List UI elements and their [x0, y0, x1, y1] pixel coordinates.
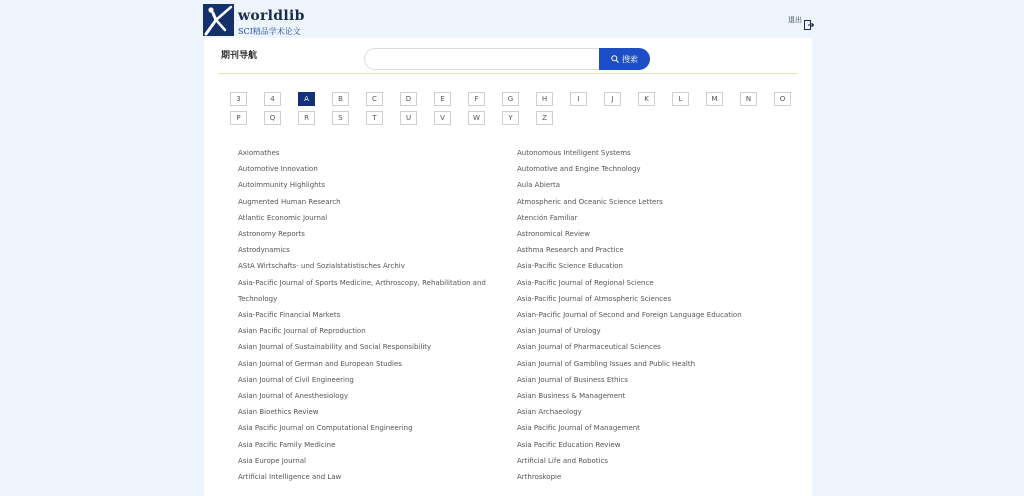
letter-j-button[interactable]: J — [604, 92, 621, 106]
letter-y-button[interactable]: Y — [502, 111, 519, 125]
journal-link[interactable]: Asia-Pacific Journal of Sports Medicine, Arthroscopy, Rehabilitation and — [238, 278, 486, 287]
journal-link[interactable]: Autonomous Intelligent Systems — [517, 149, 631, 157]
journal-link[interactable]: Asian Journal of Business Ethics — [517, 375, 628, 384]
journal-link[interactable]: Asian Archaeology — [517, 408, 582, 417]
letter-u-button[interactable]: U — [400, 111, 417, 125]
journal-link[interactable]: Asia-Pacific Science Education — [517, 262, 623, 271]
journal-link[interactable]: Astrodynamics — [238, 246, 290, 255]
journal-link[interactable]: Asia Europe Journal — [238, 456, 306, 465]
journal-link[interactable]: Atlantic Economic Journal — [238, 213, 328, 222]
journal-link[interactable]: Asian Pacific Journal of Reproduction — [238, 327, 366, 336]
journal-link[interactable]: Arthroskopie — [517, 473, 562, 481]
journal-link[interactable]: Asian Journal of Gambling Issues and Public Health — [517, 359, 696, 368]
journal-link[interactable]: Axiomathes — [238, 149, 280, 157]
journal-link[interactable]: Atención Familiar — [517, 213, 578, 222]
search-button[interactable] — [599, 48, 650, 70]
journal-link[interactable]: Aula Abierta — [517, 181, 561, 190]
journal-link[interactable]: Asian Business & Management — [517, 392, 626, 400]
journal-link[interactable]: Atmospheric and Oceanic Science Letters — [517, 197, 663, 206]
site-header — [0, 0, 1024, 38]
letter-o-button[interactable]: O — [774, 92, 791, 106]
journal-link[interactable]: Asia-Pacific Journal of Atmospheric Sciences — [517, 294, 672, 303]
letter-h-button[interactable]: H — [536, 92, 553, 106]
letter-z-button[interactable]: Z — [536, 111, 553, 125]
journal-link[interactable]: Asian-Pacific Journal of Second and Foreign Language Education — [517, 311, 742, 319]
logo-mark-icon — [203, 4, 234, 36]
journal-link[interactable]: Asia Pacific Journal of Management — [517, 424, 640, 433]
letter-i-button[interactable]: I — [570, 92, 587, 106]
journal-link[interactable]: Asia-Pacific Journal of Regional Science — [517, 278, 654, 287]
letter-p-button[interactable]: P — [230, 111, 247, 125]
journal-link[interactable]: Asian Journal of Civil Engineering — [238, 375, 354, 384]
letter-d-button[interactable]: D — [400, 92, 417, 106]
letter-4-button[interactable]: 4 — [264, 92, 281, 106]
search-icon — [611, 55, 619, 63]
logout-label: 退出 — [788, 16, 802, 24]
journal-link[interactable]: Asia Pacific Journal on Computational Engineering — [238, 424, 413, 433]
letter-filter — [230, 92, 800, 132]
letter-l-button[interactable]: L — [672, 92, 689, 106]
journal-link[interactable]: Automotive and Engine Technology — [517, 165, 641, 174]
search-input[interactable] — [364, 48, 600, 70]
letter-v-button[interactable]: V — [434, 111, 451, 125]
letter-w-button[interactable]: W — [468, 111, 485, 125]
journal-link[interactable]: Asia Pacific Education Review — [517, 440, 621, 449]
logout-icon — [804, 15, 814, 34]
letter-a-button[interactable]: A — [298, 92, 315, 106]
journal-link[interactable]: Asian Journal of Sustainability and Social Responsibility — [238, 343, 432, 352]
logout-button[interactable] — [788, 14, 814, 26]
letter-m-button[interactable]: M — [706, 92, 723, 106]
journal-link[interactable]: Asia-Pacific Financial Markets — [238, 311, 341, 319]
letter-k-button[interactable]: K — [638, 92, 655, 106]
letter-t-button[interactable]: T — [366, 111, 383, 125]
letter-b-button[interactable]: B — [332, 92, 349, 106]
journal-link[interactable]: Astronomy Reports — [238, 230, 305, 238]
letter-n-button[interactable]: N — [740, 92, 757, 106]
journal-link[interactable]: Asian Bioethics Review — [238, 408, 319, 417]
journal-panel — [204, 38, 812, 496]
letter-c-button[interactable]: C — [366, 92, 383, 106]
journal-link[interactable]: Autoimmunity Highlights — [238, 181, 326, 190]
journal-link[interactable]: Technology — [238, 294, 278, 303]
logo-name: worldlib — [238, 8, 305, 24]
letter-3-button[interactable]: 3 — [230, 92, 247, 106]
journal-link[interactable]: Artificial Intelligence and Law — [238, 473, 342, 481]
journal-link[interactable]: Asian Journal of Anesthesiology — [238, 392, 349, 400]
journal-link[interactable]: Augmented Human Research — [238, 197, 341, 206]
letter-g-button[interactable]: G — [502, 92, 519, 106]
journal-link[interactable]: Artificial Life and Robotics — [517, 456, 608, 465]
letter-s-button[interactable]: S — [332, 111, 349, 125]
letter-f-button[interactable]: F — [468, 92, 485, 106]
journal-link[interactable]: Asthma Research and Practice — [517, 246, 624, 255]
journal-link[interactable]: Asian Journal of Pharmaceutical Sciences — [517, 343, 661, 352]
journal-link[interactable]: Astronomical Review — [517, 230, 590, 238]
divider — [218, 73, 797, 74]
journal-link[interactable]: Asian Journal of Urology — [517, 327, 601, 336]
page-title: 期刊导航 — [221, 51, 258, 61]
logo[interactable] — [203, 4, 323, 36]
journal-link[interactable]: Asian Journal of German and European Studies — [238, 359, 402, 368]
journal-link[interactable]: Asia Pacific Family Medicine — [238, 440, 336, 449]
journal-link[interactable]: Automotive Innovation — [238, 165, 318, 174]
letter-q-button[interactable]: Q — [264, 111, 281, 125]
letter-r-button[interactable]: R — [298, 111, 315, 125]
letter-e-button[interactable]: E — [434, 92, 451, 106]
logo-subtitle: SCI精品学术论文 — [238, 27, 301, 36]
search-button-label: 搜索 — [622, 54, 638, 64]
journal-link[interactable]: AStA Wirtschafts- und Sozialstatistisches Archiv — [238, 262, 405, 271]
